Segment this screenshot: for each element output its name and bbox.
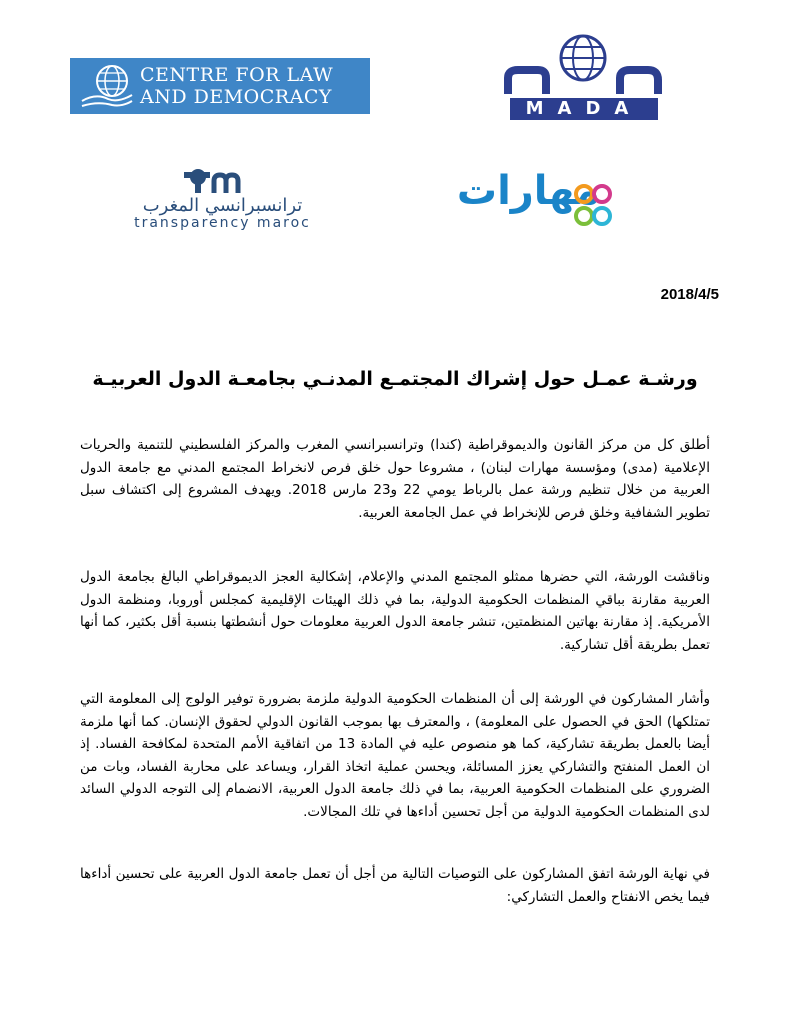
mada-logo [498,30,668,125]
cld-logo [70,58,370,114]
document-date: 2018/4/5 [660,286,719,303]
tm-arabic-name: ترانسبرانسي المغرب [142,195,303,216]
mada-globe-icon [498,30,668,100]
cld-line-2: AND DEMOCRACY [140,86,332,108]
cld-wordmark [140,64,333,108]
maharat-logo [450,160,630,245]
cld-line-1: CENTRE FOR LAW [140,64,334,86]
globe-hand-icon [78,61,136,111]
paragraph-3: وأشار المشاركون في الورشة إلى أن المنظمات الحكومية الدولية ملزمة بضرورة توفير الولوج إلى المعلومة التي تمتلكها) الحق في الحصول على المعلومة) ، والمعترف بها بموجب القانون الدولي لحقوق الإنسان. كما أنها ملزمة أيضا بالعمل بطريقة تشاركية، كما هو منصوص عليه في المادة 13 من اتفاقية الأمم المتحدة لمكافحة الفساد. إذ ان العمل المنفتح والتشاركي يعزز المسائلة، ويحسن عملية اتخاذ القرار، ويساعد على محاربة الفساد، وبات من الضروري على المنظمات الحكومية العربية، بما في ذلك جامعة الدول العربية، الانضمام إلى التوجه الدولي السائد لدى المنظمات الحكومية الدولية من أجل تحسين أداءها في تلك المجالات. [80,691,710,820]
maharat-wordmark: مهارات [456,168,600,214]
tm-english-name: transparency maroc [134,215,311,231]
mada-wordmark: MADA [510,98,658,120]
paragraph-2: وناقشت الورشة، التي حضرها ممثلو المجتمع المدني والإعلام، إشكالية العجز الديموقراطي البالغ بجامعة الدول العربية مقارنة بباقي المنظمات الحكومية الدولية، بما في ذلك الهيئات الإقليمية كمجلس أوروبا، ومنظمة الدول الأمريكية. إذ مقارنة بهاتين المنظمتين، تنشر جامعة الدول العربية معلومات حول أنشطتها بنسبة أقل بكثير، كما أنها تعمل بطريقة أقل تشاركية. [80,569,710,653]
tm-mark-icon [110,165,335,197]
paragraph-1: أطلق كل من مركز القانون والديموقراطية (كندا) وترانسبرانسي المغرب والمركز الفلسطيني للتنمية والحريات الإعلامية (مدى) ومؤسسة مهارات لبنان) ، مشروعا حول خلق فرص لانخراط المجتمع المدني مع جامعة الدول العربية من خلال تنظيم ورشة عمل بالرباط يومي 22 و23 مارس 2018. ويهدف المشروع إلى اكتشاف سبل تطوير الشفافية وخلق فرص للإنخراط في عمل الجامعة العربية. [80,437,710,521]
document-title: ورشـة عمـل حول إشراك المجتمـع المدنـي بجامعـة الدول العربيـة [92,368,698,390]
maharat-dots-icon [450,160,630,245]
transparency-maroc-logo [110,165,335,240]
paragraph-4: في نهاية الورشة اتفق المشاركون على التوصيات التالية من أجل أن تعمل جامعة الدول العربية على تحسين أداءها فيما يخص الانفتاح والعمل التشاركي: [80,866,710,905]
